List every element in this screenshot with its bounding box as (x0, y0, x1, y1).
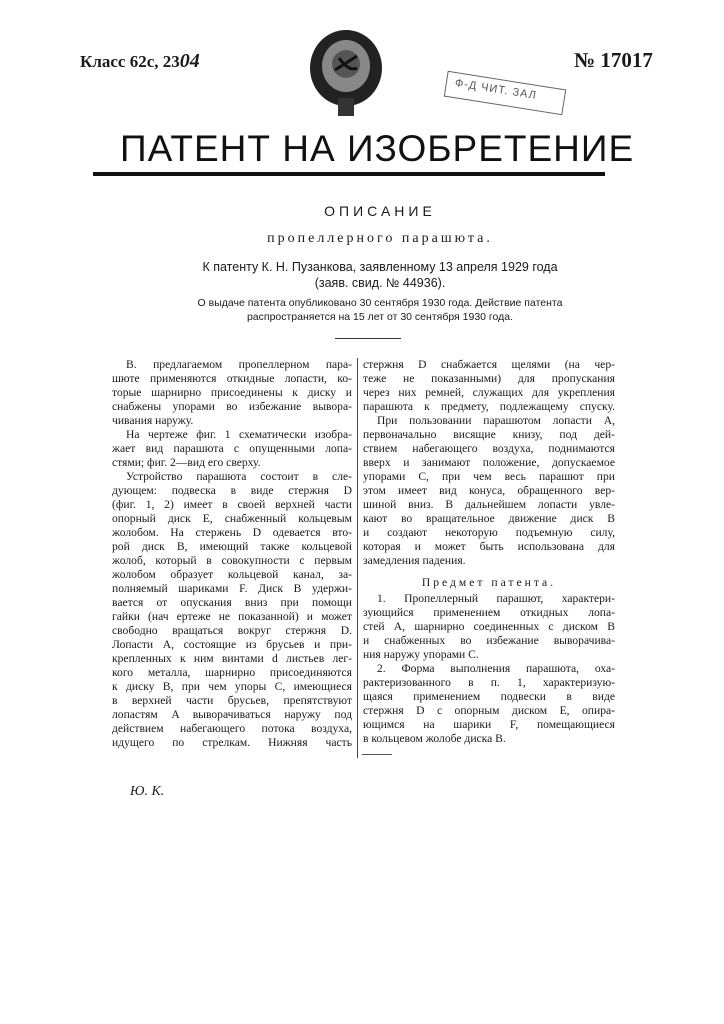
class-handwritten: 04 (179, 50, 200, 72)
text-line: рой диск B, имеющий также кольцевой (112, 540, 352, 553)
text-line: рактеризованного в п. 1, характеризую- (363, 676, 615, 689)
text-line: лопастям A выворачиваться наружу под (112, 708, 352, 721)
library-stamp: Ф-Д ЧИТ. ЗАЛ (444, 71, 567, 115)
text-line: кают во вращательное движение диск B (363, 512, 615, 525)
text-line: ния наружу упорами C. (363, 648, 479, 661)
patent-line-2: (заяв. свид. № 44936). (314, 276, 446, 290)
text-line: и снабженных во избежание выворачива- (363, 634, 615, 647)
text-line: ствием набегающего воздуха, поднимаются (363, 442, 615, 455)
column-divider (357, 358, 358, 758)
text-line: крепленных к ним винтами d листьев лег- (112, 652, 352, 665)
text-line: этом имеет вид конуса, обращенного вер- (363, 484, 615, 497)
text-line: Устройство парашюта состоит в сле- (126, 470, 352, 483)
text-line: стей A, шарнирно соединенных с диском B (363, 620, 615, 633)
text-line: снабжены упорами во избежание вывора- (112, 400, 352, 413)
text-line: жает вид парашюта с опущенными лопа- (112, 442, 352, 455)
text-line: первоначально висящие книзу, под дей- (363, 428, 615, 441)
text-line: щаяся применением подвески в виде (363, 690, 615, 703)
text-line: жолоб, который в совокупности с первым (112, 554, 352, 567)
text-line: парашюта к предмету, подлежащему спуску. (363, 400, 615, 413)
patent-line-1: К патенту К. Н. Пузанкова, заявленному 13 апреля 1929 года (202, 260, 558, 274)
text-line: стержня D с опорным диском E, опира- (363, 704, 615, 717)
text-line: (фиг. 1, 2) имеет в своей верхней части (112, 498, 352, 511)
document-title: ПАТЕНТ НА ИЗОБРЕТЕНИЕ (120, 128, 635, 169)
text-line: стержня D снабжается щелями (на чер- (363, 358, 615, 371)
text-line: замедления падения. (363, 554, 466, 567)
section-divider (335, 338, 401, 339)
description-heading: ОПИСАНИЕ (324, 203, 436, 219)
issue-line-1: О выдаче патента опубликовано 30 сентября 1930 года. Действие патента (197, 297, 563, 309)
text-line: опорный диск E, снабженный кольцевым (112, 512, 352, 525)
end-rule (362, 754, 392, 755)
text-line: действием набегающего потока воздуха, (112, 722, 352, 735)
text-line: которая и может быть использована для (363, 540, 615, 553)
text-line: полняемый шариками F. Диск B удержи- (112, 582, 352, 595)
text-line: При пользовании парашютом лопасти A, (377, 414, 615, 427)
text-line: теже не показанными) для пропускания (363, 372, 615, 385)
text-line: чивания наружу. (112, 414, 194, 427)
class-label: Класс 62с, 23 (80, 52, 180, 71)
text-line: стями; фиг. 2—вид его сверху. (112, 456, 261, 469)
text-line: к диску B, при чем упоры C, имеющиеся (112, 680, 352, 693)
patent-number: № 17017 (574, 48, 653, 72)
text-line: шиной вниз. В дальнейшем лопасти увле- (363, 498, 615, 511)
text-line: В. предлагаемом пропеллерном пара- (126, 358, 352, 371)
text-line: жолобом. На стержень D одевается вто- (112, 526, 352, 539)
text-line: 2. Форма выполнения парашюта, оха- (377, 662, 615, 675)
text-line: гайки (нач ертеже не показанной) и может (112, 610, 352, 623)
text-line: в верхней части брусьев, препятствуют (112, 694, 352, 707)
patent-holder-info (100, 259, 660, 291)
text-line: шюте применяются откидные лопасти, ко- (112, 372, 352, 385)
text-line: свободно вращаться вокруг стержня D. (112, 624, 352, 637)
right-column-text (363, 358, 615, 746)
text-line: в кольцевом жолобе диска B. (363, 732, 506, 745)
text-line: торые шарнирно присоединены к диску и (112, 386, 352, 399)
text-line: Лопасти A, состоящие из брусьев и при- (112, 638, 352, 651)
text-line: упорами C, при чем весь парашют при (363, 470, 615, 483)
editor-initials: Ю. К. (130, 784, 165, 799)
text-line: ющимся на шарики F, помещающиеся (363, 718, 615, 731)
issue-info (100, 296, 660, 324)
invention-subject: пропеллерного парашюта. (267, 231, 493, 246)
text-line: 1. Пропеллерный парашют, характери- (377, 592, 615, 605)
text-line: через них ремней, служащих для укрепления (363, 386, 615, 399)
text-line: жолобом образует кольцевой канал, за- (112, 568, 352, 581)
patent-class (80, 50, 200, 73)
text-line: вается от опускания вниз при помощи (112, 596, 352, 609)
issue-line-2: распространяется на 15 лет от 30 сентября 1930 года. (246, 311, 514, 323)
text-line: вверх и занимают положение, допускаемое (363, 456, 615, 469)
claims-heading: Предмет патента. (421, 576, 557, 589)
text-line: На чертеже фиг. 1 схематически изобра- (126, 428, 352, 441)
title-rule (93, 172, 605, 176)
text-line: зующийся применением откидных лопа- (363, 606, 615, 619)
ussr-emblem-icon (305, 28, 387, 118)
left-column-text (112, 358, 352, 750)
text-line: и создают некоторую подъемную силу, (363, 526, 615, 539)
text-line: дующем: подвеска в виде стержня D (112, 484, 352, 497)
text-line: кого металла, шарнирно присоединяются (112, 666, 352, 679)
text-line: идущего по стрелкам. Нижняя часть (112, 736, 352, 749)
